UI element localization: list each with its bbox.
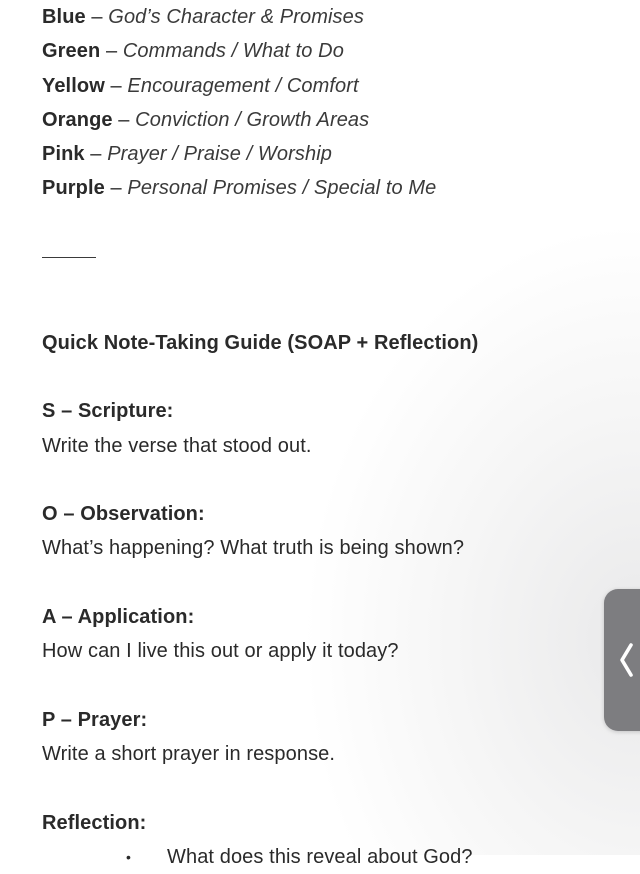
key-separator: – [104,74,128,97]
blank-line [42,360,602,394]
key-separator: – [100,40,123,63]
key-meaning: God’s Character & Promises [108,6,364,28]
reflection-heading: Reflection: [42,811,147,834]
soap-text-observation: What’s happening? What truth is being shown? [42,537,465,560]
blank-line [42,291,602,325]
blank-line [42,463,602,497]
key-separator: – [85,6,109,28]
key-color-label: Blue [42,6,86,28]
key-meaning: Personal Promises / Special to Me [127,177,437,200]
soap-text-application: How can I live this out or apply it today? [42,640,399,663]
bullet-icon: • [126,849,132,866]
key-separator: – [112,108,136,131]
key-meaning: Conviction / Growth Areas [135,108,370,131]
soap-text-prayer: Write a short prayer in response. [42,743,336,766]
blank-line [42,206,602,240]
key-color-label: Green [42,40,101,63]
reflection-list-item [42,840,602,874]
key-color-label: Yellow [42,74,105,97]
divider-line [42,257,602,291]
divider-rule [42,257,96,258]
key-purple [42,171,602,205]
blank-line [42,772,602,806]
soap-heading-application: A – Application: [42,606,195,629]
key-meaning: Commands / What to Do [122,40,344,63]
soap-heading-prayer: P – Prayer: [42,708,148,731]
chevron-left-icon [616,642,636,678]
key-separator: – [104,177,128,200]
key-green [42,34,602,68]
key-pink [42,137,602,171]
soap-heading-observation: O – Observation: [42,503,205,526]
soap-text-scripture: Write the verse that stood out. [42,434,312,457]
key-separator: – [84,143,108,166]
key-yellow [42,69,602,103]
guide-title: Quick Note-Taking Guide (SOAP + Reflection) [42,331,479,354]
note-content [42,0,602,874]
blank-line [42,669,602,703]
key-blue [42,0,602,34]
side-panel-toggle-button[interactable] [604,589,640,731]
blank-line [42,566,602,600]
reflection-item-text: What does this reveal about God? [167,846,473,869]
key-orange [42,103,602,137]
key-color-label: Orange [42,108,113,131]
key-meaning: Prayer / Praise / Worship [107,143,332,166]
key-color-label: Pink [42,143,85,166]
soap-heading-scripture: S – Scripture: [42,400,174,423]
key-meaning: Encouragement / Comfort [127,74,359,97]
key-color-label: Purple [42,177,105,200]
